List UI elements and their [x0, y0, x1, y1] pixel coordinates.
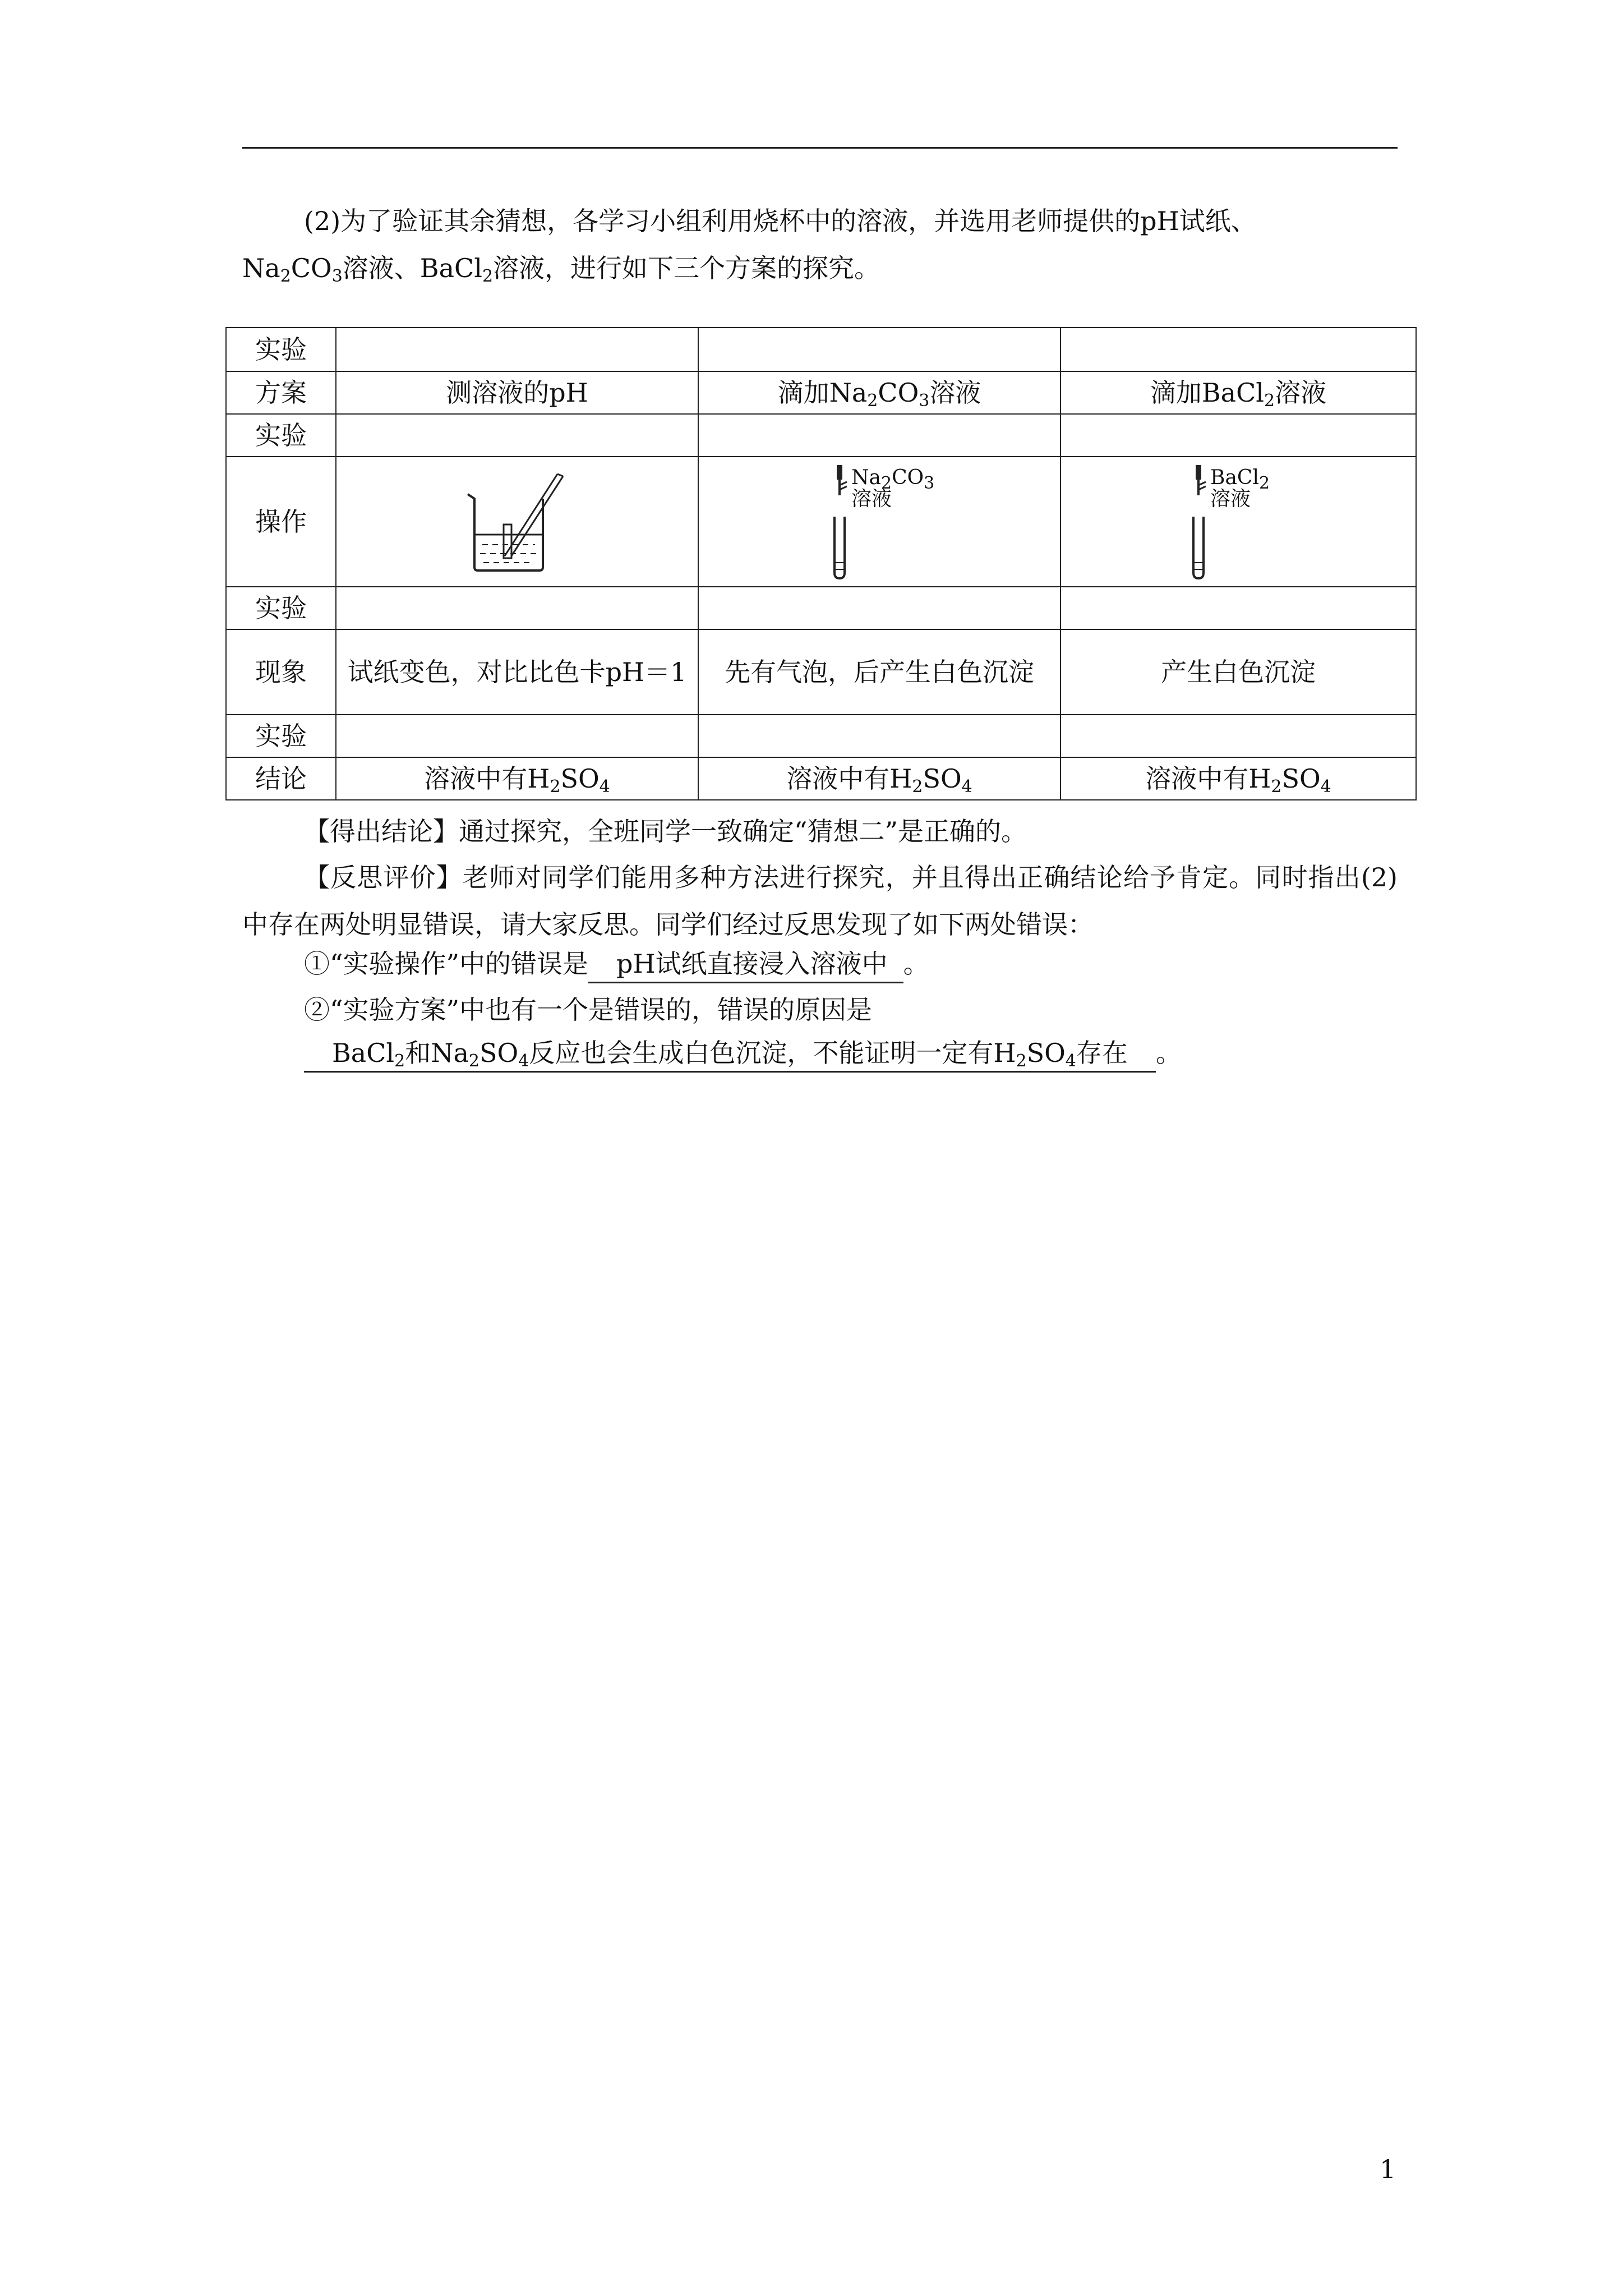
row-label: 方案	[226, 371, 336, 414]
table-row	[226, 371, 1416, 414]
test-tube-bacl2-cell	[1061, 457, 1416, 587]
answer-blank-2: BaCl$_2$和$Na_2SO_4$反应也会生成白色沉淀，不能证明一定有$H_2SO_4$存在	[304, 1035, 1156, 1073]
table-row	[226, 414, 1416, 457]
intro-line-2: $Na_2CO_3$溶液、BaCl$_2$溶液，进行如下三个方案的探究。	[242, 253, 880, 286]
table-row	[226, 757, 1416, 800]
experiment-table	[225, 327, 1417, 800]
table-row	[226, 629, 1416, 715]
question-2-answer-line: BaCl$_2$和$Na_2SO_4$反应也会生成白色沉淀，不能证明一定有$H_2SO_4$存在 。	[304, 1033, 1182, 1073]
reagent-label-bacl2: BaCl$_2$ 溶液	[1210, 466, 1270, 510]
test-tube-na2co3-cell	[698, 457, 1061, 587]
plan-ph: 测溶液的pH	[336, 371, 698, 414]
reagent-label-na2co3: $Na_2CO_3$ 溶液	[851, 466, 935, 510]
table-row	[226, 457, 1416, 587]
reflection-paragraph: 【反思评价】老师对同学们能用多种方法进行探究，并且得出正确结论给予肯定。同时指出(2)中存在两处明显错误，请大家反思。同学们经过反思发现了如下两处错误：	[242, 862, 1398, 940]
conclusion-cell: 溶液中有$H_2SO_4$	[336, 757, 698, 800]
plan-bacl2: 滴加BaCl$_2$溶液	[1061, 371, 1416, 414]
phenomenon-ph: 试纸变色，对比比色卡pH＝1	[336, 629, 698, 715]
question-1: ①“实验操作”中的错误是 pH试纸直接浸入溶液中 。	[304, 944, 929, 983]
question-2-prompt: ②“实验方案”中也有一个是错误的，错误的原因是	[304, 995, 873, 1025]
intro-paragraph	[242, 197, 1398, 292]
row-label: 结论	[226, 757, 336, 800]
table-row	[226, 715, 1416, 757]
conclusion-cell: 溶液中有$H_2SO_4$	[698, 757, 1061, 800]
beaker-diagram-cell	[336, 457, 698, 587]
row-label: 实验	[226, 715, 336, 757]
row-label: 现象	[226, 629, 336, 715]
row-label: 实验	[226, 587, 336, 629]
header-rule	[242, 147, 1398, 149]
phenomenon-bacl2: 产生白色沉淀	[1061, 629, 1416, 715]
beaker-with-ph-paper-icon	[455, 462, 579, 574]
page-number: 1	[1380, 2154, 1396, 2184]
phenomenon-na2co3: 先有气泡，后产生白色沉淀	[698, 629, 1061, 715]
table-row	[226, 328, 1416, 371]
conclusion-cell: 溶液中有$H_2SO_4$	[1061, 757, 1416, 800]
row-label: 操作	[226, 457, 336, 587]
intro-line-1: (2)为了验证其余猜想，各学习小组利用烧杯中的溶液，并选用老师提供的pH试纸、	[304, 206, 1257, 236]
table-row	[226, 587, 1416, 629]
conclusion-paragraph: 【得出结论】通过探究，全班同学一致确定“猜想二”是正确的。	[304, 816, 1027, 846]
answer-blank-1: pH试纸直接浸入溶液中	[588, 946, 903, 983]
row-label: 实验	[226, 328, 336, 371]
row-label: 实验	[226, 414, 336, 457]
plan-na2co3: 滴加$Na_2CO_3$溶液	[698, 371, 1061, 414]
